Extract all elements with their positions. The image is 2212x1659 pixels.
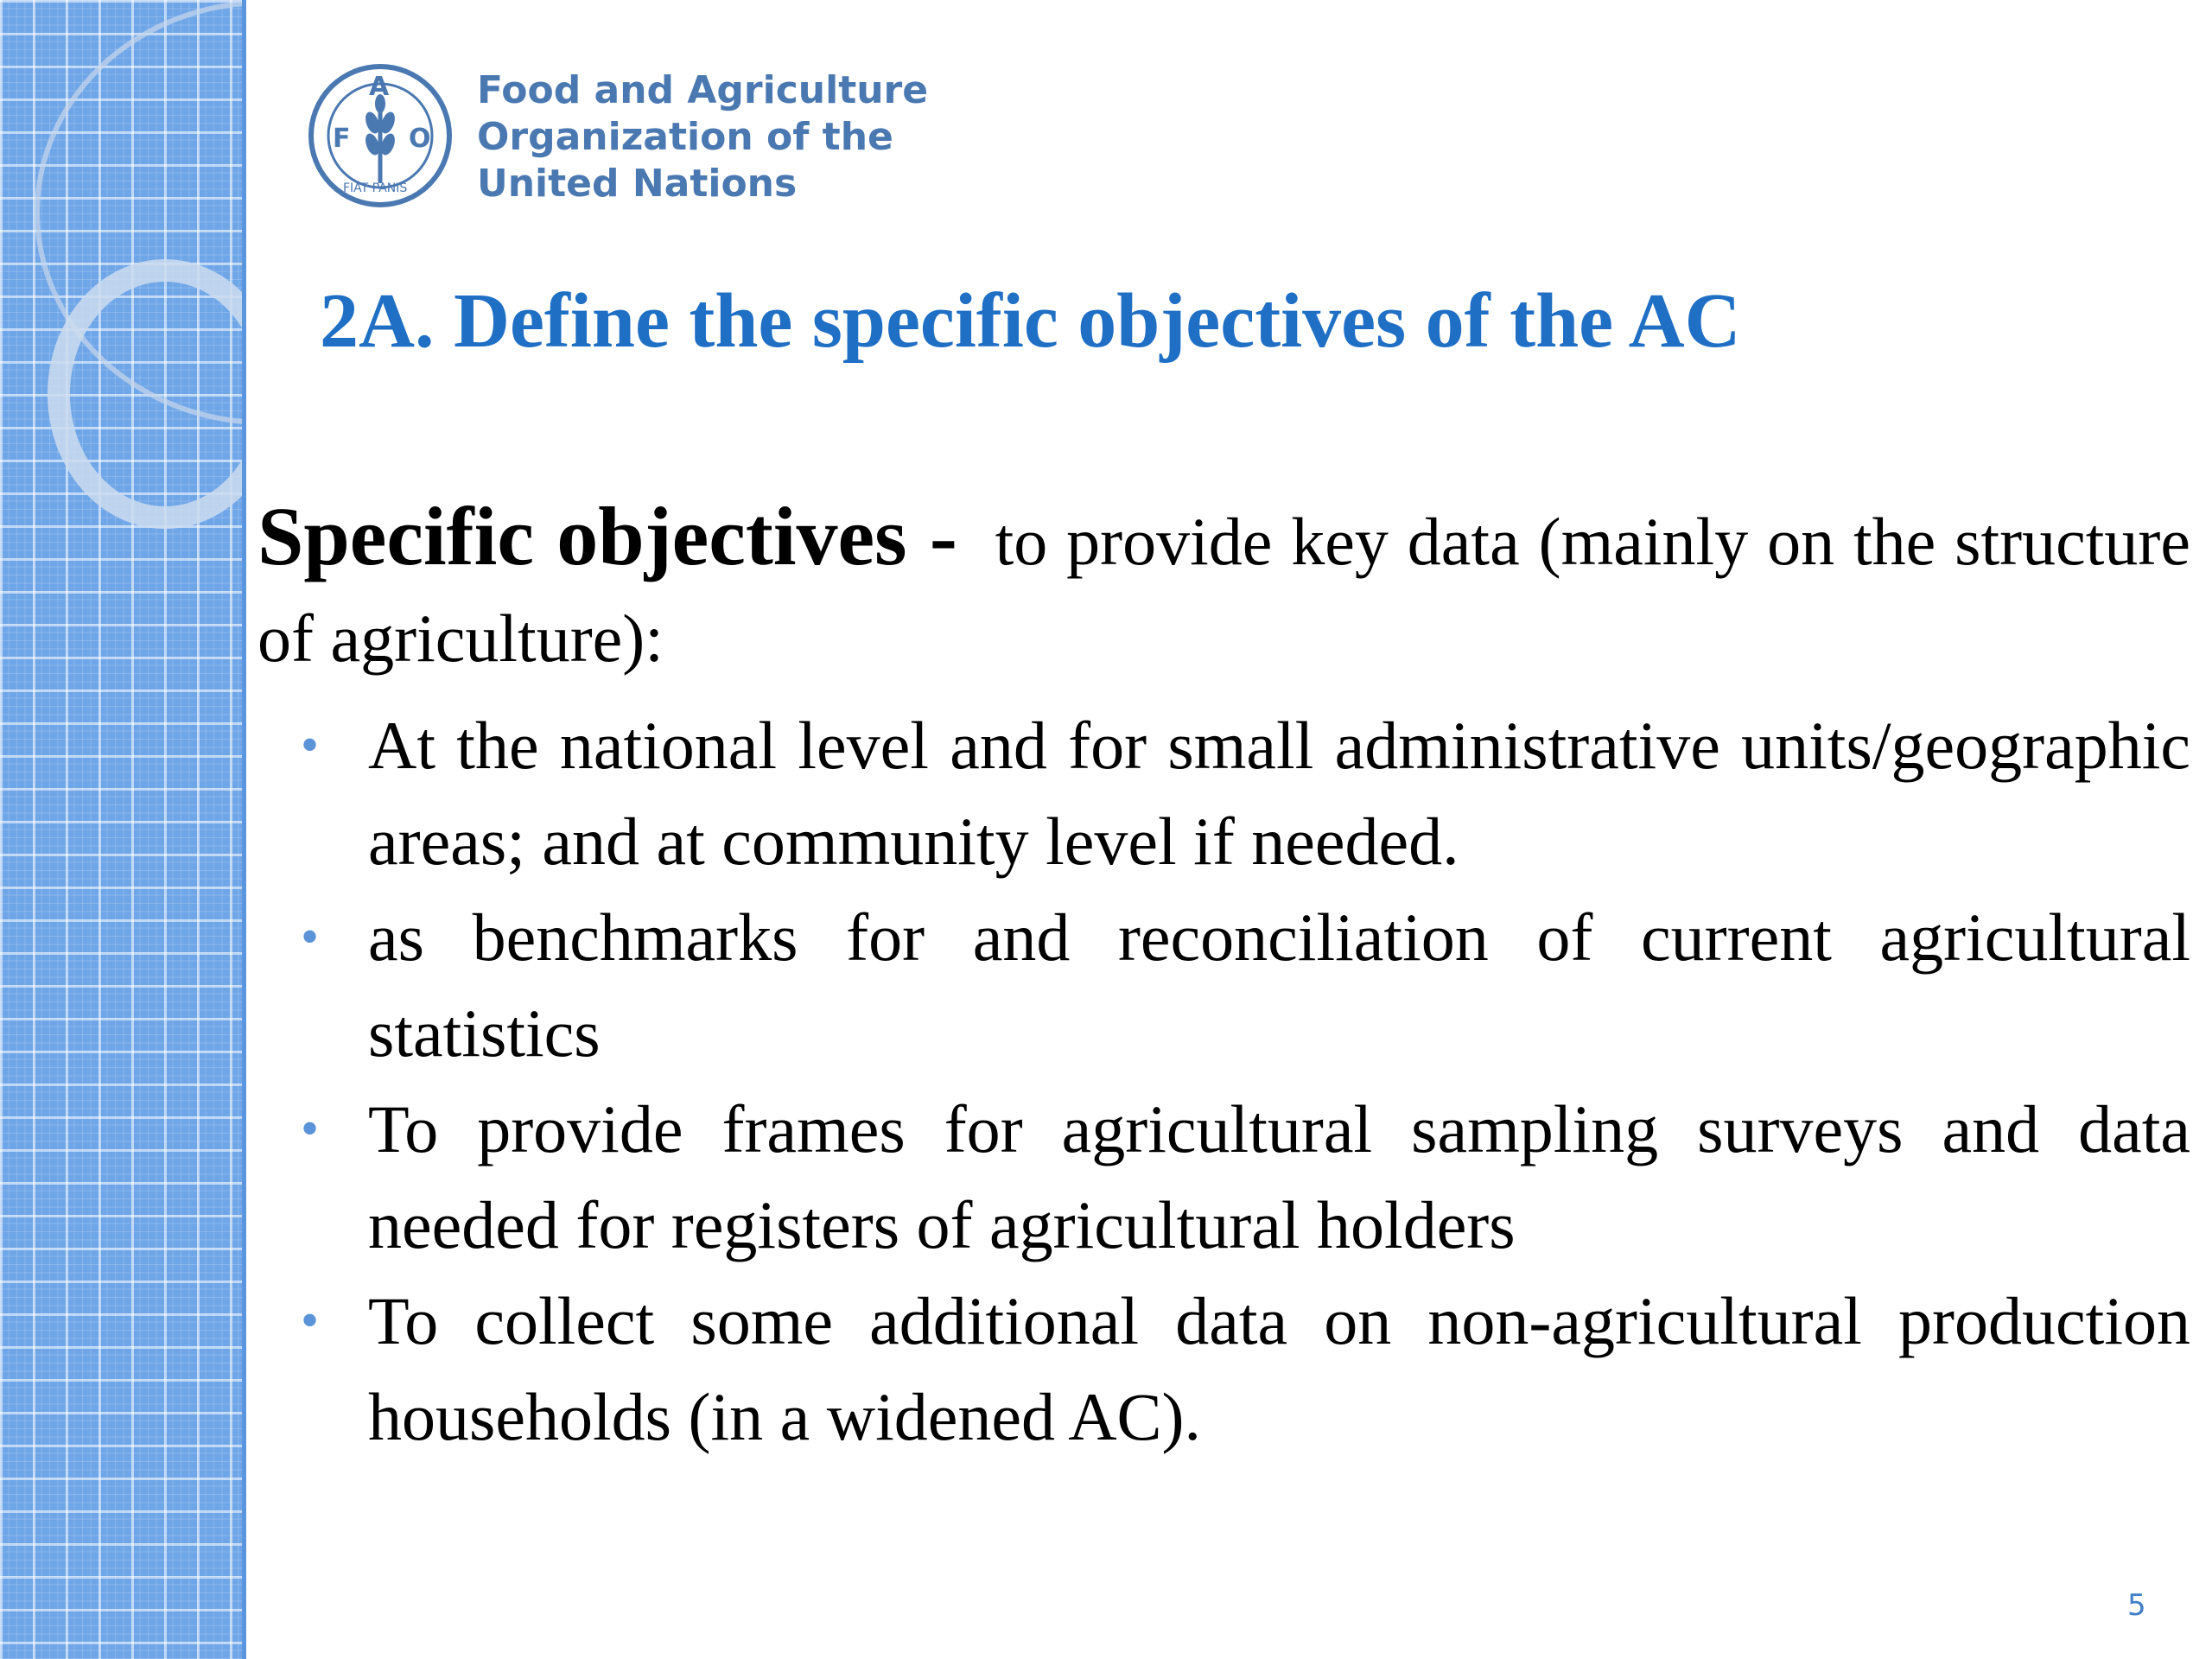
intro-text: to provide key data (mainly on the structure of agriculture):	[257, 504, 2191, 676]
page-number: 5	[2127, 1588, 2146, 1623]
slide-body	[257, 488, 2190, 1465]
bullet-icon: •	[301, 716, 320, 773]
bullet-icon: •	[301, 908, 320, 965]
organization-name-line: Organization of the	[477, 115, 893, 159]
intro-heading: Specific objectives -	[257, 490, 957, 582]
objectives-list	[257, 697, 2190, 1465]
svg-text:F: F	[333, 124, 351, 154]
slide-title: 2A. Define the specific objectives of the AC	[320, 278, 1741, 364]
list-item	[257, 697, 2190, 889]
bullet-icon: •	[301, 1292, 320, 1349]
svg-text:FIAT PANIS: FIAT PANIS	[343, 181, 408, 195]
svg-text:O: O	[409, 124, 431, 154]
list-item-text: as benchmarks for and reconciliation of current agricultural statistics	[368, 899, 2190, 1071]
list-item-text: At the national level and for small administrative units/geographic areas; and at community level if needed.	[368, 708, 2190, 879]
organization-name	[477, 67, 928, 207]
list-item-text: To collect some additional data on non-agricultural production households (in a widened AC).	[368, 1283, 2190, 1454]
organization-name-line: Food and Agriculture	[477, 68, 929, 112]
fao-logo-icon	[307, 62, 454, 209]
intro-paragraph	[257, 488, 2190, 687]
list-item	[257, 1081, 2190, 1273]
list-item-text: To provide frames for agricultural sampling surveys and data needed for registers of agricultural holders	[368, 1091, 2190, 1262]
strip-edge	[242, 0, 246, 1659]
decorative-grid-strip	[0, 0, 246, 1659]
bullet-icon: •	[301, 1100, 320, 1157]
svg-text:A: A	[369, 72, 390, 102]
list-item	[257, 1273, 2190, 1465]
organization-name-line: United Nations	[477, 162, 798, 206]
list-item	[257, 889, 2190, 1081]
